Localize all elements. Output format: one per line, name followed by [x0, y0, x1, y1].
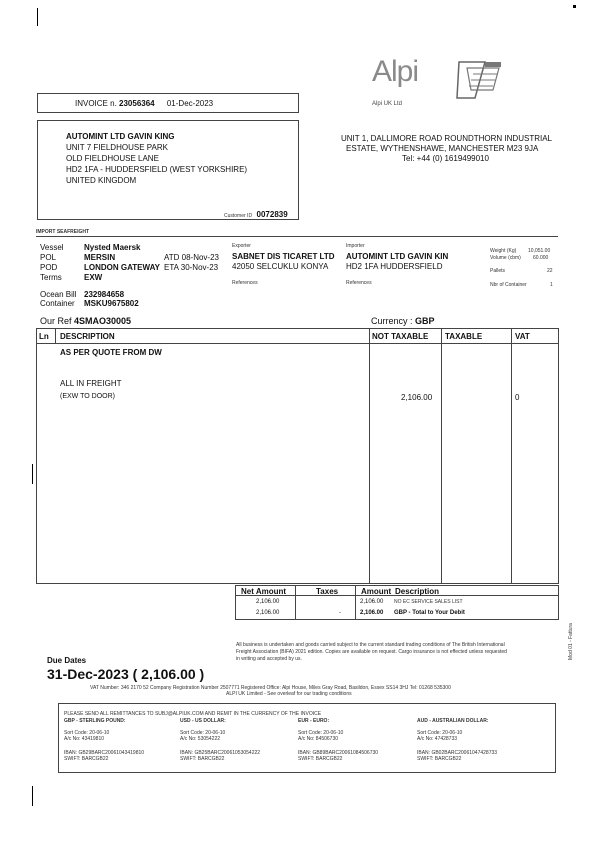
registration-line1: VAT Number: 346 2170 52 Company Registration Number 2507771 Registered Office: Alpi House, Miles Gray Road, Basildon, Essex SS14 3HJ Tel: 01268 535300: [90, 685, 451, 691]
pallets-label: Pallets: [490, 268, 506, 274]
logo-emblem-icon: [455, 60, 505, 100]
bank-iban: IBAN: GB29BARC20061043419810: [64, 750, 145, 756]
logo-wordmark: Alpi: [372, 55, 419, 88]
bank-account-number: A/c No: 53054222: [180, 736, 221, 742]
customer-id-value: 0072839: [256, 210, 288, 219]
summary-row1-amount: 2,106.00: [360, 599, 384, 605]
bank-sort-code: Sort Code: 20-06-10: [64, 730, 110, 736]
item-subdescription: (EXW TO DOOR): [60, 393, 115, 400]
summary-row1-net: 2,106.00: [256, 599, 280, 605]
bank-sort-code: Sort Code: 20-06-10: [180, 730, 226, 736]
currency: [371, 316, 435, 326]
bank-sort-code: Sort Code: 20-06-10: [298, 730, 344, 736]
customer-id: [224, 204, 288, 222]
currency-value: GBP: [415, 316, 435, 326]
bank-swift: SWIFT: BARCGB22: [298, 756, 343, 762]
bank-account-title: AUD - AUSTRALIAN DOLLAR:: [417, 718, 489, 724]
bank-account-usd: [180, 718, 260, 762]
customer-line2: OLD FIELDHOUSE LANE: [66, 154, 159, 163]
scan-dot: [573, 5, 576, 8]
bank-account-title: USD - US DOLLAR:: [180, 718, 226, 724]
terms-line1: All business is undertaken and goods carried subject to the current standard trading conditions of The British International: [236, 642, 505, 648]
col-divider: [441, 328, 442, 584]
invoice-date: 01-Dec-2023: [166, 99, 214, 108]
col-header-taxable: TAXABLE: [445, 332, 483, 341]
importer-address: HD2 1FA HUDDERSFIELD: [346, 262, 443, 271]
invoice-label: INVOICE n.: [75, 99, 117, 108]
scan-mark: [37, 8, 38, 26]
bank-sort-code: Sort Code: 20-06-10: [417, 730, 463, 736]
items-intro: AS PER QUOTE FROM DW: [60, 348, 162, 357]
scan-mark: [32, 464, 33, 484]
volume-label: Volume (cbm): [490, 255, 521, 261]
company-phone: Tel: +44 (0) 1619499010: [402, 154, 489, 163]
bank-account-title: EUR - EURO:: [298, 718, 330, 724]
exporter-name: SABNET DIS TICARET LTD: [232, 252, 335, 261]
summary-row1-description: NO EC SERVICE SALES LIST: [394, 599, 463, 605]
bank-swift: SWIFT: BARCGB22: [417, 756, 462, 762]
bank-account-eur: [298, 718, 378, 762]
our-ref-label: Our Ref: [40, 316, 72, 326]
containers-value: 1: [550, 282, 553, 288]
customer-line4: UNITED KINGDOM: [66, 176, 137, 185]
exporter-label: Exporter: [232, 243, 251, 249]
bank-intro: PLEASE SEND ALL REMITTANCES TO SUBJ@ALPIUK.COM AND REMIT IN THE CURRENCY OF THE INVOICE: [64, 711, 322, 717]
summary-row2-description: GBP - Total to Your Debit: [394, 610, 465, 616]
our-ref-value: 4SMAO30005: [74, 316, 132, 326]
side-note: Mod 01 - Fattura: [568, 623, 574, 660]
item-vat: 0: [515, 393, 520, 402]
col-header-ln: Ln: [39, 332, 49, 341]
importer-label: Importer: [346, 243, 365, 249]
summary-row2-net: 2,106.00: [256, 610, 280, 616]
due-dates-label: Due Dates: [47, 656, 87, 665]
col-header-vat: VAT: [515, 332, 530, 341]
company-address-line1: UNIT 1, DALLIMORE ROAD ROUNDTHORN INDUSTRIAL: [341, 134, 552, 143]
weight-label: Weight (Kg): [490, 248, 517, 254]
section-divider: [36, 236, 558, 237]
item-not-taxable: 2,106.00: [401, 393, 433, 402]
container-label: Container: [40, 299, 75, 308]
summary-header-amount: Amount: [361, 587, 392, 596]
importer-name: AUTOMINT LTD GAVIN KIN: [346, 252, 449, 261]
items-table: [36, 328, 559, 584]
vessel-value: Nysted Maersk: [84, 243, 141, 252]
invoice-number: 23056364: [119, 99, 155, 108]
company-address-line2: ESTATE, WYTHENSHAWE, MANCHESTER M23 9JA: [346, 144, 539, 153]
invoice-title: [75, 99, 213, 109]
pol-value: MERSIN: [84, 253, 116, 262]
customer-name: AUTOMINT LTD GAVIN KING: [66, 132, 175, 141]
weight-value: 10,051.00: [528, 248, 551, 254]
customer-id-label: Customer ID: [224, 213, 253, 219]
currency-label: Currency :: [371, 316, 413, 326]
our-ref: [40, 316, 131, 326]
ocean-bill-value: 232984658: [84, 290, 125, 299]
col-divider: [55, 328, 56, 343]
customer-line1: UNIT 7 FIELDHOUSE PARK: [66, 143, 168, 152]
bank-swift: SWIFT: BARCGB22: [64, 756, 109, 762]
terms-line3: in writing and accepted by us.: [236, 656, 302, 662]
item-description: ALL IN FREIGHT: [60, 379, 122, 388]
col-divider: [369, 328, 370, 584]
bank-account-number: A/c No: 43419810: [64, 736, 105, 742]
registration-line2: ALPI UK Limited - See overleaf for our trading conditions: [226, 691, 352, 697]
scan-mark: [32, 786, 33, 806]
pol-label: POL: [40, 253, 57, 262]
pod-value: LONDON GATEWAY: [84, 263, 161, 272]
company-logo: [372, 55, 418, 89]
summary-header-net: Net Amount: [241, 587, 287, 596]
items-header-divider: [36, 343, 559, 344]
summary-col-divider: [295, 585, 296, 620]
pallets-value: 22: [547, 268, 553, 274]
col-divider: [511, 328, 512, 584]
col-header-not-taxable: NOT TAXABLE: [372, 332, 429, 341]
summary-header-description: Description: [395, 587, 440, 596]
logo-subtitle: Alpi UK Ltd: [372, 101, 403, 107]
due-dates-value: 31-Dec-2023 ( 2,106.00 ): [47, 666, 205, 682]
bank-account-number: A/c No: 84506730: [298, 736, 339, 742]
col-header-description: DESCRIPTION: [60, 332, 115, 341]
exporter-references: References: [232, 280, 258, 286]
bank-account-number: A/c No: 47428733: [417, 736, 458, 742]
terms-line2: Freight Association (BIFA) 2021 edition. Copies are available on request. Cargo insurance is not effected unless requested: [236, 649, 507, 655]
atd-value: ATD 08-Nov-23: [164, 253, 219, 262]
bank-iban: IBAN: GB02BARC20061047428733: [417, 750, 498, 756]
summary-row2-amount: 2,106.00: [360, 610, 384, 616]
ocean-bill-label: Ocean Bill: [40, 290, 77, 299]
bank-account-title: GBP - STERLING POUND:: [64, 718, 126, 724]
terms-label: Terms: [40, 273, 62, 282]
bank-swift: SWIFT: BARCGB22: [180, 756, 225, 762]
bank-iban: IBAN: GB89BARC20061084506730: [298, 750, 379, 756]
bank-account-aud: [417, 718, 497, 762]
volume-value: 60.000: [533, 255, 549, 261]
summary-row2-taxes: -: [339, 610, 341, 616]
containers-label: Nbr of Container: [490, 282, 527, 288]
summary-col-divider: [355, 585, 356, 620]
importer-references: References: [346, 280, 372, 286]
vessel-label: Vessel: [40, 243, 64, 252]
eta-value: ETA 30-Nov-23: [164, 263, 219, 272]
terms-value: EXW: [84, 273, 103, 282]
bank-iban: IBAN: GB25BARC20061053054222: [180, 750, 261, 756]
exporter-address: 42050 SELCUKLU KONYA: [232, 262, 329, 271]
bank-account-gbp: [64, 718, 144, 762]
customer-line3: HD2 1FA - HUDDERSFIELD (WEST YORKSHIRE): [66, 165, 248, 174]
container-value: MSKU9675802: [84, 299, 139, 308]
pod-label: POD: [40, 263, 58, 272]
summary-header-taxes: Taxes: [316, 587, 339, 596]
section-title: IMPORT SEAFREIGHT: [36, 229, 90, 235]
